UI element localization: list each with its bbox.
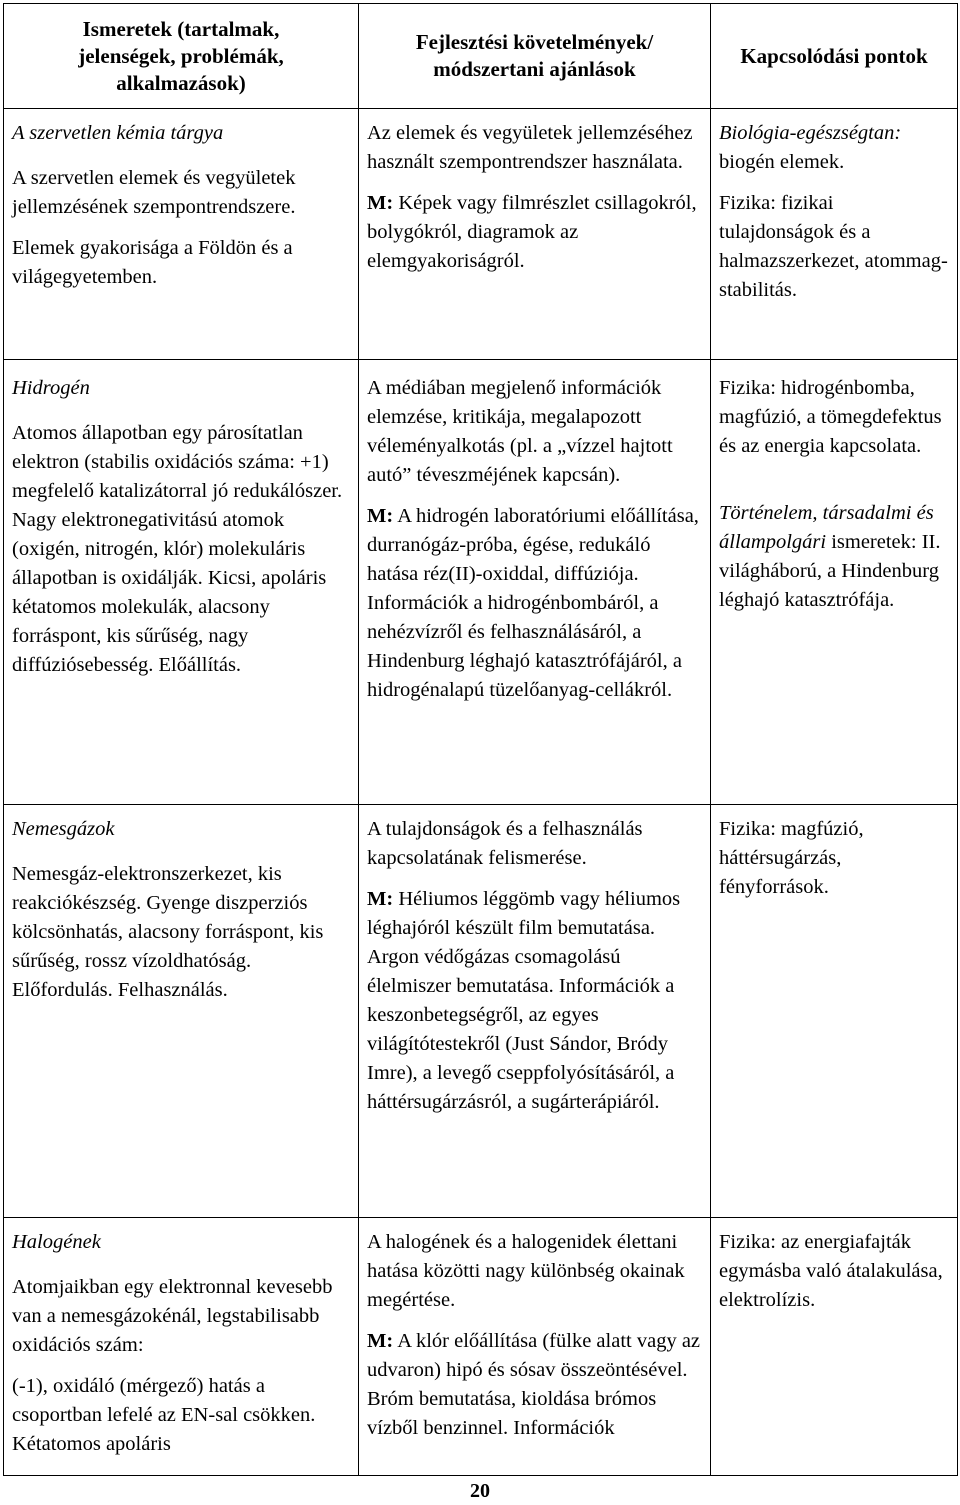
method-text <box>367 189 702 276</box>
content-text: A szervetlen elemek és vegyületek jellemzésének szempontrendszere. <box>12 167 296 218</box>
connection-text <box>719 119 949 177</box>
method-body: Héliumos léggömb vagy héliumos léghajóról készült film bemutatása. Argon védőgázas csomagolású élelmiszer bemutatása. Információk a keszonbetegségről, az egyes világítótestekről (Just Sándor, Bródy Imre), a levegő cseppfolyósításáról, a háttérsugárzásról, a sugárterápiáról. <box>367 888 681 1113</box>
method-text <box>367 885 702 1117</box>
connection-text: Fizika: magfúzió, háttérsugárzás, fényforrások. <box>719 818 864 898</box>
section-title: Halogének <box>12 1231 101 1253</box>
content-text: Elemek gyakorisága a Földön és a világegyetemben. <box>12 237 293 288</box>
header-row <box>4 4 958 109</box>
row-inorganic <box>4 109 958 360</box>
method-body: A hidrogén laboratóriumi előállítása, durranógáz-próba, égése, redukáló hatása réz(II)-oxiddal, diffúziója. Információk a hidrogénbombáról, a nehézvízről és felhasználásáról, a Hindenburg léghajó katasztrófájáról, a hidrogénalapú tüzelőanyag-cellákról. <box>367 505 699 701</box>
section-title: A szervetlen kémia tárgya <box>12 122 224 144</box>
requirements-cell <box>359 109 710 276</box>
subject-name: Történelem, <box>719 502 818 524</box>
method-body: A klór előállítása (fülke alatt vagy az udvaron) hipó és sósav összeöntésével. Bróm bemutatása, kioldása brómos vízből benzinnel. Információk <box>367 1330 701 1439</box>
connections-cell <box>711 805 957 902</box>
content-cell <box>4 109 358 292</box>
subject-name: Biológia-egészségtan: <box>719 122 902 144</box>
connections-cell <box>711 360 957 615</box>
connection-text: Fizika: fizikai tulajdonságok és a halmazszerkezet, atommag-stabilitás. <box>719 192 948 301</box>
method-label: M: <box>367 192 394 214</box>
method-text <box>367 502 702 705</box>
content-cell <box>4 1218 358 1459</box>
method-label: M: <box>367 1330 394 1352</box>
header-content: Ismeretek (tartalmak, jelenségek, problémák, alkalmazások) <box>4 4 359 109</box>
requirements-cell <box>359 360 710 705</box>
method-body: Képek vagy filmrészlet csillagokról, bolygókról, diagramok az elemgyakoriságról. <box>367 192 697 272</box>
content-cell <box>4 805 358 1005</box>
connection-text: Fizika: az energiafajták egymásba való átalakulása, elektrolízis. <box>719 1231 943 1311</box>
requirements-cell <box>359 1218 710 1443</box>
subject-topic: ismeretek: II. világháború, a Hindenburg léghajó katasztrófája. <box>719 531 941 611</box>
requirements-text: Az elemek és vegyületek jellemzéséhez használt szempontrendszer használata. <box>367 122 693 173</box>
content-text: Nemesgáz-elektronszerkezet, kis reakciókészség. Gyenge diszperziós kölcsönhatás, alacsony forráspont, kis sűrűség, rossz vízoldhatóság. Előfordulás. Felhasználás. <box>12 863 324 1001</box>
requirements-cell <box>359 805 710 1117</box>
section-title: Hidrogén <box>12 377 90 399</box>
content-text: Atomos állapotban egy párosítatlan elektron (stabilis oxidációs száma: +1) megfelelő katalizátorral jó redukálószer. Nagy elektronegativitású atomok (oxigén, nitrogén, klór) molekuláris állapotban is oxidálják. Kicsi, apoláris kétatomos molekulák, alacsony forráspont, kis sűrűség, nagy diffúziósebesség. Előállítás. <box>12 422 343 676</box>
connections-cell <box>711 109 957 305</box>
content-text: Atomjaikban egy elektronnal kevesebb van a nemesgázokénál, legstabilisabb oxidációs szám: <box>12 1276 333 1356</box>
method-label: M: <box>367 505 394 527</box>
page-number: 20 <box>470 1480 490 1502</box>
row-halogens <box>4 1218 958 1476</box>
method-label: M: <box>367 888 394 910</box>
section-title: Nemesgázok <box>12 818 115 840</box>
header-connections: Kapcsolódási pontok <box>711 4 958 109</box>
requirements-text: A médiában megjelenő információk elemzése, kritikája, megalapozott véleményalkotás (pl. a „vízzel hajtott autó” téveszméjének kapcsán). <box>367 377 673 486</box>
header-requirements: Fejlesztési követelmények/ módszertani ajánlások <box>359 4 711 109</box>
row-noble-gases <box>4 805 958 1218</box>
content-text: (-1), oxidáló (mérgező) hatás a csoportban lefelé az EN-sal csökken. Kétatomos apoláris <box>12 1375 316 1455</box>
subject-name: társadalmi és állampolgári <box>719 502 934 553</box>
subject-topic: biogén elemek. <box>719 151 845 173</box>
row-hydrogen <box>4 360 958 805</box>
connections-cell <box>711 1218 957 1315</box>
curriculum-table <box>3 3 958 1476</box>
content-cell <box>4 360 358 680</box>
connection-text <box>719 499 949 615</box>
method-text <box>367 1327 702 1443</box>
requirements-text: A halogének és a halogenidek élettani hatása közötti nagy különbség okainak megértése. <box>367 1231 685 1311</box>
requirements-text: A tulajdonságok és a felhasználás kapcsolatának felismerése. <box>367 818 643 869</box>
connection-text: Fizika: hidrogénbomba, magfúzió, a tömegdefektus és az energia kapcsolata. <box>719 377 942 457</box>
